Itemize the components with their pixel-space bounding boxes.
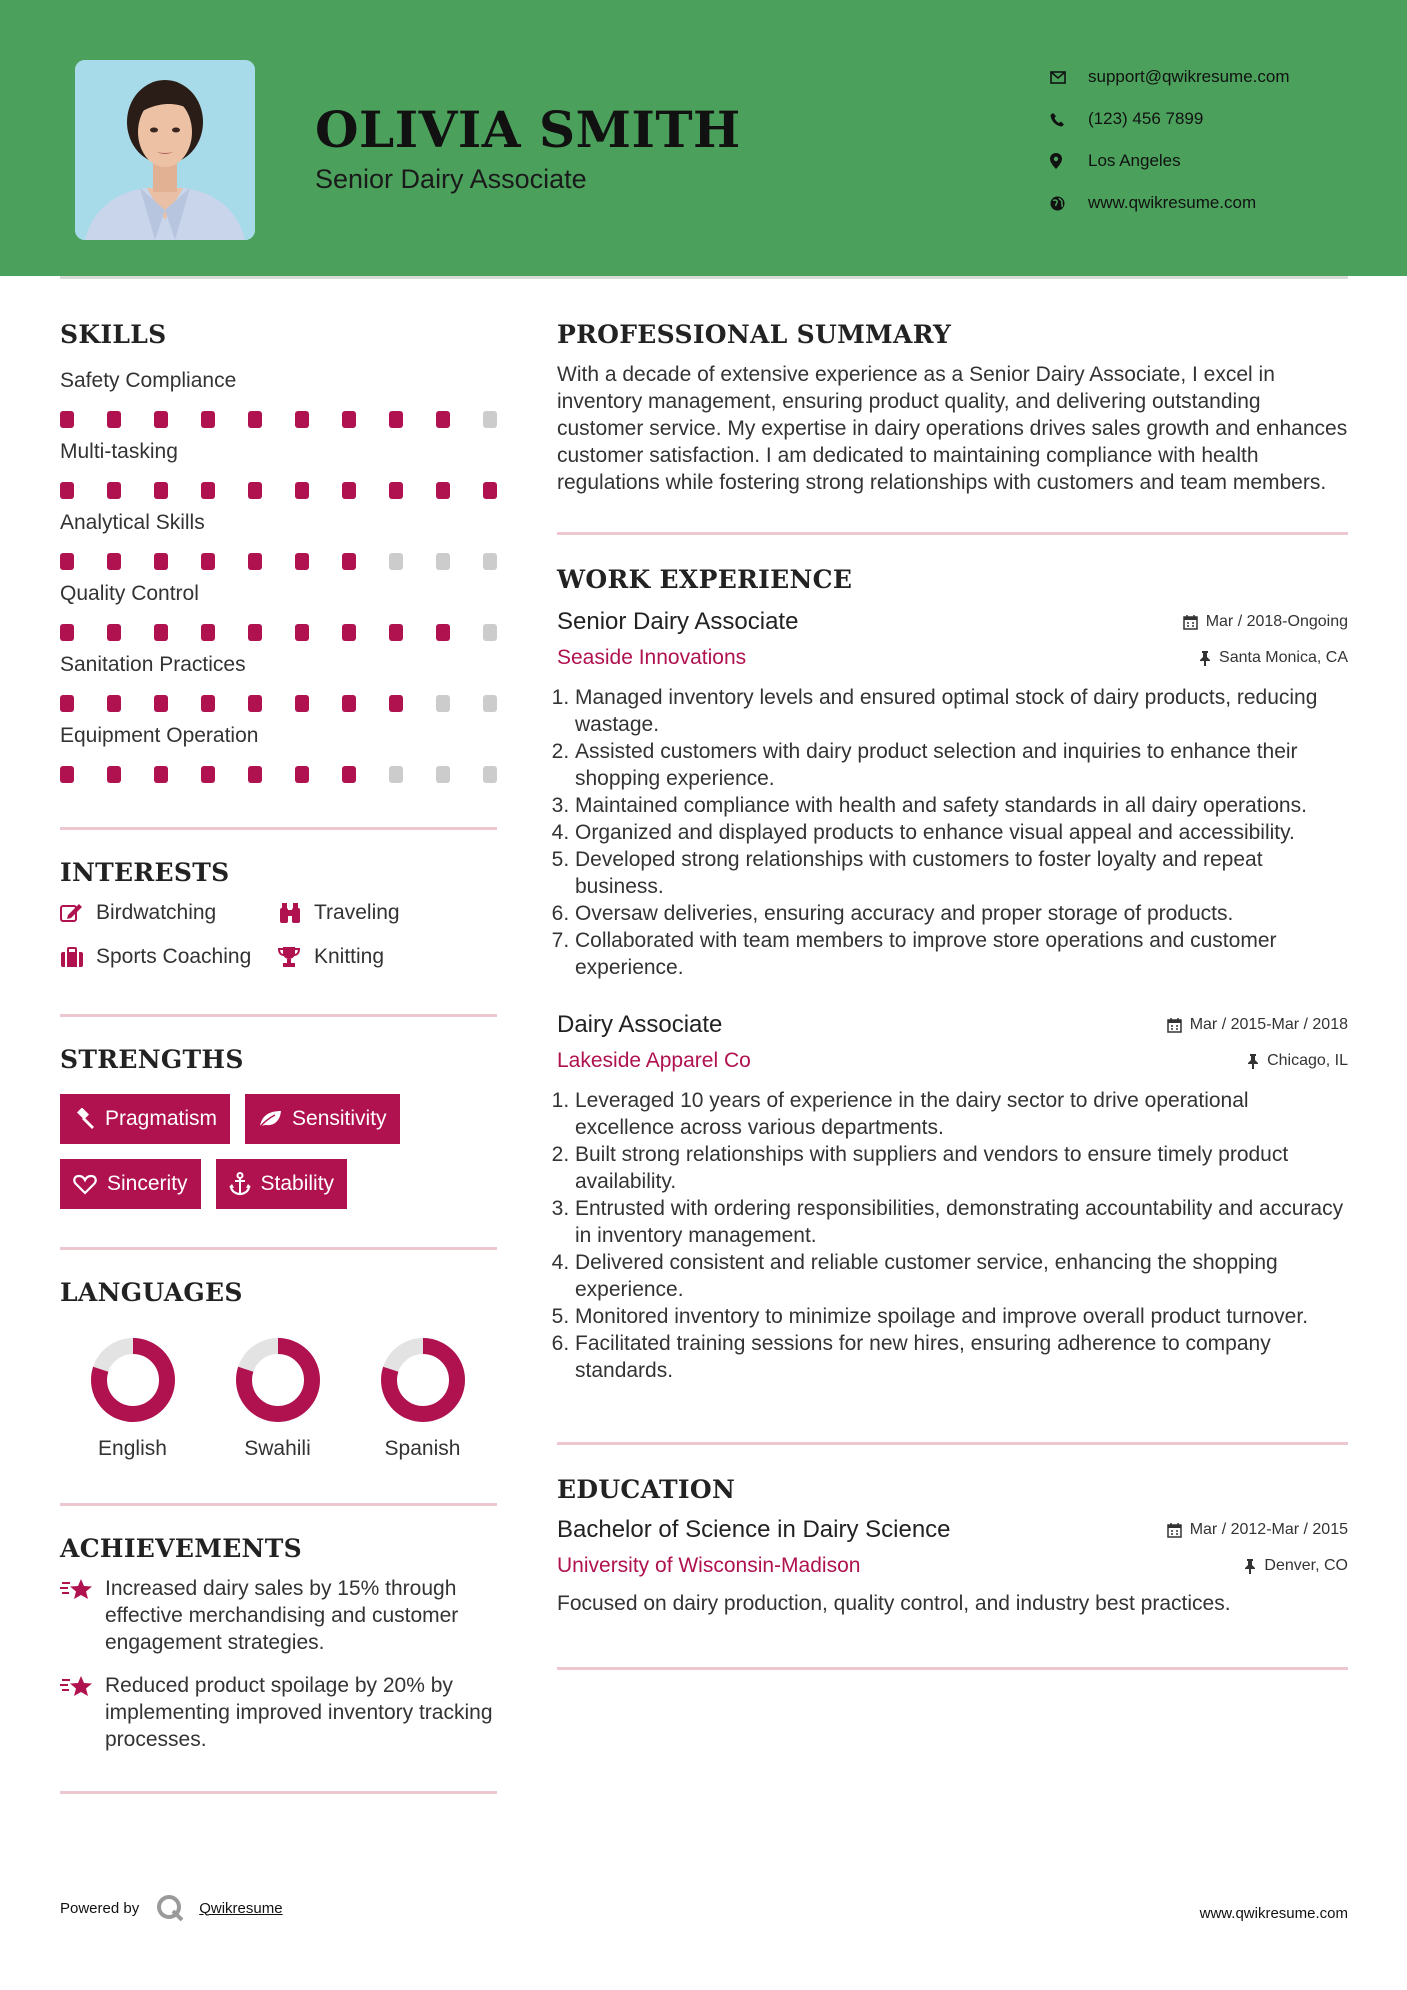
education-entry [557,1516,1348,1617]
rating-dot-filled [389,624,403,641]
skill-name: Sanitation Practices [60,653,246,676]
job-bullet: 5. Developed strong relationships with customers to foster loyalty and repeat business. [575,846,1348,900]
job-bullet: 6. Facilitated training sessions for new hires, ensuring adherence to company standards. [575,1330,1348,1384]
rating-dot-filled [248,553,262,570]
job-bullet: 3. Entrusted with ordering responsibilities, demonstrating accountability and accuracy in inventory management. [575,1195,1348,1249]
rating-dot-filled [107,624,121,641]
achievements-title: ACHIEVEMENTS [60,1534,302,1563]
achievement-item [60,1672,497,1753]
rating-dot-filled [248,624,262,641]
trophy-icon [278,946,314,968]
rating-dot-filled [154,411,168,428]
job-bullet: 3. Maintained compliance with health and safety standards in all dairy operations. [575,792,1348,819]
rating-dot-empty [436,553,450,570]
achievement-item [60,1575,497,1656]
job-bullets [557,1087,1348,1384]
summary-title: PROFESSIONAL SUMMARY [557,320,952,349]
rating-dot-filled [389,411,403,428]
education-school: University of Wisconsin-Madison [557,1554,861,1577]
rating-dot-filled [342,411,356,428]
candidate-title: Senior Dairy Associate [315,164,587,194]
rating-dot-empty [483,624,497,641]
skill-name: Equipment Operation [60,724,259,747]
strengths-title: STRENGTHS [60,1045,244,1074]
resume-header [0,0,1407,276]
achievements-divider [60,1791,497,1794]
rating-dot-filled [154,553,168,570]
education-location-text: Denver, CO [1264,1557,1348,1574]
rating-dot-filled [295,553,309,570]
rating-dot-empty [436,766,450,783]
rating-dot-filled [201,482,215,499]
job-bullet: 2. Built strong relationships with suppliers and vendors to ensure timely product availability. [575,1141,1348,1195]
rating-dot-filled [201,411,215,428]
gavel-icon [73,1108,95,1130]
skills-list [60,369,497,783]
location-pin-icon [1050,153,1088,169]
rating-dot-filled [483,482,497,499]
achievements-list [60,1575,497,1753]
rating-dot-filled [295,624,309,641]
job-title: Dairy Associate [557,1011,723,1038]
language-ring [235,1337,321,1423]
strength-label: Pragmatism [105,1107,218,1130]
rating-dot-filled [107,482,121,499]
candidate-name: OLIVIA SMITH [315,100,741,159]
strength-tag [60,1094,230,1144]
interest-label: Sports Coaching [96,945,252,968]
rating-dot-empty [483,695,497,712]
contact-phone[interactable] [1050,98,1370,140]
experience-divider [557,1442,1348,1445]
job-bullet: 6. Oversaw deliveries, ensuring accuracy and proper storage of products. [575,900,1348,927]
anchor-icon [229,1172,251,1196]
interest-item [60,901,278,925]
rating-dot-filled [107,766,121,783]
achievement-text: Increased dairy sales by 15% through effective merchandising and customer engagement strategies. [105,1577,459,1654]
interest-label: Knitting [314,945,385,968]
summary-divider [557,532,1348,535]
rating-dot-filled [295,695,309,712]
strength-label: Sincerity [107,1172,188,1195]
skill-rating [60,411,497,428]
rating-dot-empty [483,411,497,428]
rating-dot-filled [107,695,121,712]
contact-list [1050,56,1370,224]
interest-label: Traveling [314,901,400,924]
rating-dot-filled [154,766,168,783]
strength-label: Sensitivity [292,1107,387,1130]
skill-name: Multi-tasking [60,440,178,463]
job-location-text: Chicago, IL [1267,1052,1348,1069]
contact-website[interactable] [1050,182,1370,224]
rating-dot-filled [342,624,356,641]
language-item [205,1337,350,1461]
education-header [557,1516,1348,1544]
interest-label: Birdwatching [96,901,217,924]
job-entry [557,1011,1348,1384]
leaf-icon [258,1109,282,1129]
header-divider [60,276,1348,279]
job-bullet: 5. Monitored inventory to minimize spoilage and improve overall product turnover. [575,1303,1348,1330]
rating-dot-filled [248,482,262,499]
skill-rating [60,695,497,712]
job-dates-text: Mar / 2018-Ongoing [1205,613,1348,630]
pencil-square-icon [60,903,96,923]
education-location [1244,1557,1348,1575]
pushpin-icon [1247,1054,1259,1069]
education-dates-text: Mar / 2012-Mar / 2015 [1189,1521,1348,1538]
calendar-icon [1167,1523,1182,1538]
footer-powered-by [60,1893,283,1923]
education-divider [557,1667,1348,1670]
languages-list [60,1337,497,1461]
right-column [557,320,1348,1670]
qwikresume-link[interactable]: Qwikresume [199,1899,283,1917]
rating-dot-filled [60,411,74,428]
language-label: English [98,1437,167,1460]
rating-dot-filled [248,766,262,783]
language-ring [380,1337,466,1423]
rating-dot-empty [389,766,403,783]
job-company: Seaside Innovations [557,646,747,669]
rating-dot-filled [154,695,168,712]
education-title: EDUCATION [557,1475,736,1504]
language-item [350,1337,495,1461]
rating-dot-empty [436,695,450,712]
rating-dot-filled [201,553,215,570]
rating-dot-filled [295,766,309,783]
rating-dot-filled [201,695,215,712]
education-subheader [557,1554,1348,1578]
job-location [1199,649,1348,667]
rating-dot-filled [107,411,121,428]
rating-dot-filled [342,766,356,783]
rating-dot-filled [248,411,262,428]
rating-dot-filled [389,482,403,499]
job-bullet: 4. Delivered consistent and reliable customer service, enhancing the shopping experience. [575,1249,1348,1303]
contact-website-text: www.qwikresume.com [1088,193,1257,212]
skill-name: Analytical Skills [60,511,205,534]
summary-text: With a decade of extensive experience as a Senior Dairy Associate, I excel in inventory management, ensuring product quality, and delivering outstanding customer service. My expertise in dairy operations drives sales growth and enhances customer satisfaction. I am dedicated to maintaining compliance with health regulations while fostering strong relationships with customers and team members. [557,363,1348,494]
rating-dot-filled [389,695,403,712]
rating-dot-filled [154,482,168,499]
strength-tag [216,1159,348,1209]
interests-divider [60,1014,497,1017]
interests-list [60,901,497,969]
rating-dot-filled [436,482,450,499]
job-dates-text: Mar / 2015-Mar / 2018 [1189,1016,1348,1033]
contact-phone-text: (123) 456 7899 [1088,109,1204,128]
languages-title: LANGUAGES [60,1278,243,1307]
contact-email[interactable] [1050,56,1370,98]
powered-by-text: Powered by [60,1899,140,1917]
rating-dot-filled [248,695,262,712]
rating-dot-empty [389,553,403,570]
qwikresume-logo-icon [155,1893,185,1923]
skills-title: SKILLS [60,320,167,349]
job-dates [1183,613,1348,631]
rating-dot-filled [107,553,121,570]
rating-dot-filled [342,482,356,499]
job-subheader [557,646,1348,670]
job-header [557,1011,1348,1039]
job-dates [1167,1016,1348,1034]
job-location [1247,1052,1348,1070]
envelope-icon [1050,71,1088,84]
rating-dot-filled [342,553,356,570]
rating-dot-filled [342,695,356,712]
education-dates [1167,1521,1348,1539]
achievement-text: Reduced product spoilage by 20% by implementing improved inventory tracking processes. [105,1674,493,1751]
interest-item [60,945,278,969]
binoculars-icon [278,902,314,924]
job-title: Senior Dairy Associate [557,608,799,635]
language-item [60,1337,205,1461]
pushpin-icon [1244,1559,1256,1574]
interest-item [278,945,497,969]
job-bullet: 2. Assisted customers with dairy product selection and inquiries to enhance their shopping experience. [575,738,1348,792]
job-entry [557,608,1348,981]
job-header [557,608,1348,636]
education-description: Focused on dairy production, quality control, and industry best practices. [557,1592,1231,1615]
experience-title: WORK EXPERIENCE [557,565,853,594]
profile-photo [75,60,255,240]
job-bullet: 7. Collaborated with team members to improve store operations and customer experience. [575,927,1348,981]
contact-location [1050,140,1370,182]
star-award-icon [60,1672,105,1753]
skill-rating [60,482,497,499]
rating-dot-empty [483,766,497,783]
job-subheader [557,1049,1348,1073]
rating-dot-filled [154,624,168,641]
briefcase-icon [60,947,96,967]
rating-dot-filled [60,624,74,641]
job-bullet: 4. Organized and displayed products to enhance visual appeal and accessibility. [575,819,1348,846]
rating-dot-filled [295,411,309,428]
calendar-icon [1167,1018,1182,1033]
calendar-icon [1183,615,1198,630]
language-label: Swahili [244,1437,311,1460]
strength-tag [245,1094,400,1144]
job-company: Lakeside Apparel Co [557,1049,751,1072]
contact-location-text: Los Angeles [1088,151,1181,170]
rating-dot-filled [60,553,74,570]
job-location-text: Santa Monica, CA [1219,649,1348,666]
skill-name: Quality Control [60,582,199,605]
skill-rating [60,766,497,783]
rating-dot-filled [201,766,215,783]
job-bullets [557,684,1348,981]
education-degree: Bachelor of Science in Dairy Science [557,1516,951,1543]
rating-dot-filled [60,695,74,712]
language-label: Spanish [384,1437,461,1460]
rating-dot-filled [436,411,450,428]
skill-rating [60,553,497,570]
strength-label: Stability [260,1172,335,1195]
rating-dot-filled [201,624,215,641]
globe-icon [1050,196,1088,211]
rating-dot-filled [60,482,74,499]
job-bullet: 1. Managed inventory levels and ensured optimal stock of dairy products, reducing wastage. [575,684,1348,738]
star-award-icon [60,1575,105,1656]
interest-item [278,901,497,925]
pushpin-icon [1199,651,1211,666]
heart-icon [73,1174,97,1195]
phone-icon [1050,112,1088,127]
job-bullet: 1. Leveraged 10 years of experience in the dairy sector to drive operational excellence across various departments. [575,1087,1348,1141]
skill-rating [60,624,497,641]
strengths-divider [60,1247,497,1250]
skills-divider [60,827,497,830]
rating-dot-filled [436,624,450,641]
language-ring [90,1337,176,1423]
rating-dot-filled [295,482,309,499]
strengths-list [60,1094,497,1209]
footer-website[interactable]: www.qwikresume.com [1199,1905,1348,1922]
strength-tag [60,1159,201,1209]
rating-dot-filled [60,766,74,783]
interests-title: INTERESTS [60,858,230,887]
languages-divider [60,1503,497,1506]
left-column [60,320,497,1794]
skill-name: Safety Compliance [60,369,237,392]
rating-dot-empty [483,553,497,570]
contact-email-text: support@qwikresume.com [1088,67,1290,86]
